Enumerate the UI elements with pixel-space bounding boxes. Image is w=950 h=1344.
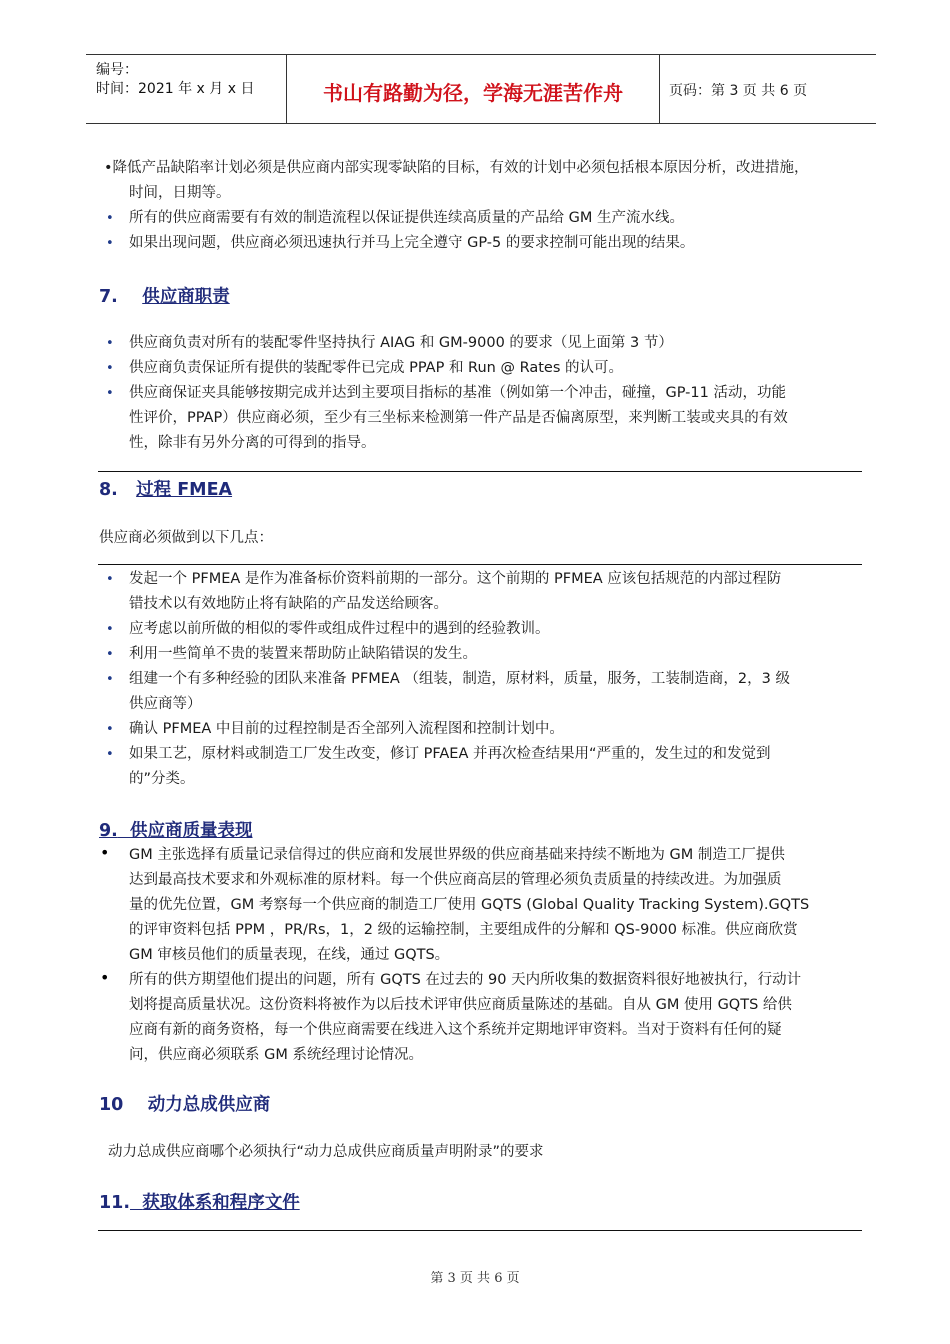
doc-time-label: 时间：2021 年 x 月 x 日 xyxy=(96,81,255,97)
section-divider xyxy=(98,564,862,565)
header-motto-cell xyxy=(286,55,660,123)
section-7-bullet-3-line-2: 性评价，PPAP）供应商必须，至少有三坐标来检测第一件产品是否偏离原型，来判断工装或夹具的有效 xyxy=(129,410,788,426)
section-10-title: 动力总成供应商 xyxy=(147,1095,271,1115)
section-9-bullet-2-line-1: 所有的供方期望他们提出的问题，所有 GQTS 在过去的 90 天内所收集的数据资料很好地被执行，行动计 xyxy=(129,972,802,988)
bullet-icon: • xyxy=(106,386,114,401)
section-9-bullet-1-line-2: 达到最高技术要求和外观标准的原材料。每一个供应商高层的管理必须负责质量的持续改进。为加强质 xyxy=(129,872,782,888)
bullet-icon: • xyxy=(100,843,110,862)
section-7-title: 供应商职责 xyxy=(142,287,230,307)
section-10-number: 10 xyxy=(99,1095,124,1115)
section-10-heading xyxy=(99,1091,270,1116)
section-8-bullet-2: 应考虑以前所做的相似的零件或组成件过程中的遇到的经验教训。 xyxy=(129,621,550,637)
section-8-intro: 供应商必须做到以下几点： xyxy=(99,530,273,546)
section-7-number: 7. xyxy=(99,287,118,307)
bullet-icon: • xyxy=(106,622,114,637)
page-footer: 第 3 页 共 6 页 xyxy=(430,1271,520,1286)
section-8-bullet-1-line-2: 错技术以有效地防止将有缺陷的产品发送给顾客。 xyxy=(129,596,448,612)
section-7-bullet-1: 供应商负责对所有的装配零件坚持执行 AIAG 和 GM-9000 的要求（见上面第 3 节） xyxy=(129,335,673,351)
section-8-bullet-5: 确认 PFMEA 中目前的过程控制是否全部列入流程图和控制计划中。 xyxy=(129,721,564,737)
section-8-bullet-6-line-2: 的”分类。 xyxy=(129,771,195,787)
section-8-bullet-3: 利用一些简单不贵的装置来帮助防止缺陷错误的发生。 xyxy=(129,646,477,662)
bullet-icon: • xyxy=(106,361,114,376)
header-page-info: 页码：第 3 页 共 6 页 xyxy=(669,83,808,99)
bullet-icon: • xyxy=(106,572,114,587)
section-9-bullet-1-line-4: 的评审资料包括 PPM ，PR/Rs，1，2 级的运输控制，主要组成件的分解和 QS-9000 标准。供应商欣赏 xyxy=(129,922,798,938)
intro-bullet-3: 如果出现问题，供应商必须迅速执行并马上完全遵守 GP-5 的要求控制可能出现的结果。 xyxy=(129,235,695,251)
section-7-heading xyxy=(99,283,230,308)
section-divider xyxy=(98,1230,862,1231)
header-left-cell xyxy=(86,55,286,123)
section-8-title: 过程 FMEA xyxy=(136,480,233,500)
header-page-cell xyxy=(659,55,876,123)
header-motto: 书山有路勤为径，学海无涯苦作舟 xyxy=(323,81,623,105)
section-8-bullet-6-line-1: 如果工艺，原材料或制造工厂发生改变，修订 PFAEA 并再次检查结果用“严重的，发生过的和发觉到 xyxy=(129,746,771,762)
section-8-bullet-4-line-1: 组建一个有多种经验的团队来准备 PFMEA （组装，制造，原材料，质量，服务，工装制造商，2，3 级 xyxy=(129,671,790,687)
section-7-bullet-3-line-1: 供应商保证夹具能够按期完成并达到主要项目指标的基准（例如第一个冲击，碰撞，GP-11 活动，功能 xyxy=(129,385,786,401)
section-8-heading xyxy=(99,476,232,501)
section-9-bullet-2-line-3: 应商有新的商务资格，每一个供应商需要在线进入这个系统并定期地评审资料。当对于资料有任何的疑 xyxy=(129,1022,782,1038)
bullet-icon: • xyxy=(106,211,114,226)
section-7-bullet-3-line-3: 性，除非有另外分离的可得到的指导。 xyxy=(129,435,376,451)
section-9-bullet-1-line-3: 量的优先位置，GM 考察每一个供应商的制造工厂使用 GQTS (Global Quality Tracking System).GQTS xyxy=(129,897,810,913)
intro-bullet-2: 所有的供应商需要有有效的制造流程以保证提供连续高质量的产品给 GM 生产流水线。 xyxy=(129,210,684,226)
section-8-bullet-1-line-1: 发起一个 PFMEA 是作为准备标价资料前期的一部分。这个前期的 PFMEA 应该包括规范的内部过程防 xyxy=(129,571,782,587)
section-7-bullet-2: 供应商负责保证所有提供的装配零件已完成 PPAP 和 Run @ Rates 的认可。 xyxy=(129,360,623,376)
intro-bullet-1-line-2: 时间，日期等。 xyxy=(129,185,231,201)
section-9-bullet-2-line-4: 问，供应商必须联系 GM 系统经理讨论情况。 xyxy=(129,1047,423,1063)
section-10-text: 动力总成供应商哪个必须执行“动力总成供应商质量声明附录”的要求 xyxy=(108,1144,544,1160)
section-9-bullet-1-line-1: GM 主张选择有质量记录信得过的供应商和发展世界级的供应商基础来持续不断地为 GM 制造工厂提供 xyxy=(129,847,785,863)
bullet-icon: • xyxy=(106,722,114,737)
bullet-icon: • xyxy=(106,236,114,251)
section-divider xyxy=(98,471,862,472)
section-9-title: 供应商质量表现 xyxy=(130,821,253,841)
document-header xyxy=(86,54,876,124)
bullet-icon: • xyxy=(100,968,110,987)
bullet-icon: • xyxy=(106,336,114,351)
bullet-icon: • xyxy=(106,672,114,687)
section-11-title: 获取体系和程序文件 xyxy=(142,1193,300,1213)
section-8-number: 8. xyxy=(99,480,118,500)
section-9-number: 9. xyxy=(99,821,118,841)
section-8-bullet-4-line-2: 供应商等） xyxy=(129,696,202,712)
bullet-icon: • xyxy=(106,647,114,662)
section-11-heading xyxy=(99,1189,300,1214)
section-9-bullet-1-line-5: GM 审核员他们的质量表现，在线，通过 GQTS。 xyxy=(129,947,450,963)
section-9-heading xyxy=(99,817,253,842)
intro-bullet-1-line-1: •降低产品缺陷率计划必须是供应商内部实现零缺陷的目标，有效的计划中必须包括根本原因分析，改进措施， xyxy=(104,160,809,176)
section-11-number: 11. xyxy=(99,1193,131,1213)
section-9-bullet-2-line-2: 划将提高质量状况。这份资料将被作为以后技术评审供应商质量陈述的基础。自从 GM 使用 GQTS 给供 xyxy=(129,997,792,1013)
bullet-icon: • xyxy=(106,747,114,762)
doc-number-label: 编号： xyxy=(96,62,138,78)
